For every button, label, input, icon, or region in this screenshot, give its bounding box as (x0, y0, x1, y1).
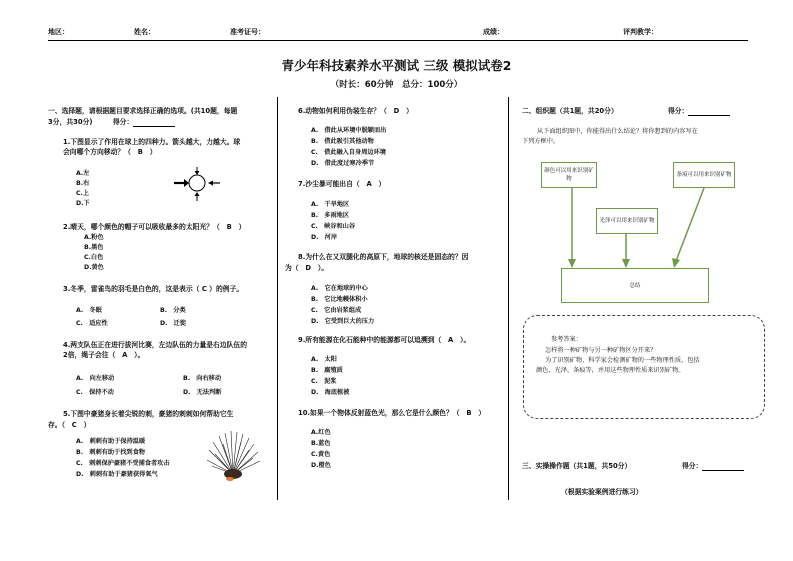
q1-text: 1.下图显示了作用在球上的四种力。箭头越大，力越大。球 (63, 138, 241, 146)
organizer-summary-box[interactable]: 总结 (561, 268, 709, 303)
q5-text: 5.下图中豪猪身长着尖锐的刺，豪猪的刺刺如何帮助它生 (63, 410, 234, 418)
section2-heading: 二、组织题（共1题，共20分） (522, 107, 618, 115)
header-divider (48, 40, 748, 41)
q1-text-2: 会向哪个方向移动？（ B ） (63, 148, 157, 156)
q2-option: D.黄色 (84, 264, 104, 271)
q1-option: C.上 (76, 190, 90, 197)
q4-text-2: 2倍，绳子会往（ A ）。 (63, 351, 145, 359)
section1-score-blank[interactable] (133, 120, 175, 127)
page-subtitle: （时长：60分钟 总分：100分） (330, 80, 463, 90)
q6-option: D. 借此度过寒冷季节 (311, 160, 375, 167)
q5-option: D. 刺刺有助于豪猪获得氧气 (76, 471, 158, 478)
ball-circle (189, 175, 205, 191)
score-label: 成绩： (483, 28, 504, 36)
q8-option: C. 它由岩浆组成 (311, 307, 362, 314)
q8-option: A. 它在地球的中心 (311, 285, 368, 292)
force-arrowhead-right (184, 179, 189, 187)
q9-option: C. 泥浆 (311, 378, 337, 385)
q1-option: A.左 (76, 170, 90, 177)
section2-score: 得分： (668, 107, 730, 116)
q3-option: C. 适应性 (76, 320, 108, 327)
q1-option: B.右 (76, 180, 90, 187)
q4-text: 4.两支队伍正在进行拔河比赛，左边队伍的力量是右边队伍的 (63, 341, 248, 349)
name-label: 姓名： (134, 28, 155, 36)
q10-option: B.蓝色 (311, 440, 331, 447)
page-title: 青少年科技素养水平测试 三级 模拟试卷2 (281, 58, 512, 73)
q7-option: A. 干旱地区 (311, 201, 350, 208)
q8-option: D. 它受到巨大的压力 (311, 318, 375, 325)
q2-option: B.黑色 (84, 244, 104, 251)
answer-line: 颜色、光泽、条痕等，并用这些物理性质来识别矿物。 (536, 367, 685, 374)
q10-option: A.红色 (311, 429, 331, 436)
q6-option: B. 借此吸引其他动物 (311, 138, 374, 145)
organizer-box-streak: 条痕可以用来识别矿物 (673, 162, 735, 188)
section2-prompt: 从下面组织图中，你能得出什么结论？将你想到的内容写在 (537, 128, 698, 135)
region-label: 地区： (48, 28, 69, 36)
column-divider-1 (277, 97, 278, 500)
q9-option: B. 腐殖质 (311, 367, 343, 374)
q6-option: A. 借此从环境中脱颖而出 (311, 127, 387, 134)
answer-title: 参考答案： (551, 336, 582, 343)
ticket-label: 准考证号： (230, 28, 265, 36)
q7-option: B. 多雨地区 (311, 212, 350, 219)
q7-option: C. 峡谷和山谷 (311, 223, 356, 230)
section2-score-blank[interactable] (688, 109, 730, 116)
force-arrowhead-up (195, 192, 200, 196)
answer-line: 为了识别矿物，科学家会检测矿物的一些物理性质，包括 (545, 357, 700, 364)
q2-text: 2.晴天，哪个颜色的帽子可以吸收最多的太阳光？（ B ） (63, 223, 246, 231)
q5-text-2: 存。（ C ） (48, 421, 91, 429)
q6-option: C. 借此融入自身周边环境 (311, 149, 386, 156)
q8-option: B. 它比地幔体积小 (311, 296, 368, 303)
section3-score: 得分： (682, 462, 744, 471)
organizer-box-color: 颜色可以用来识别矿物 (541, 162, 597, 188)
q8-text: 8.为什么在又双腿化的高原下，地球的核还是固态的？因 (298, 253, 469, 261)
organizer-box-luster: 光泽可以用来识别矿物 (596, 208, 658, 234)
force-arrowhead-left (208, 181, 213, 186)
exam-header (48, 27, 748, 41)
q2-option: A.粉色 (84, 234, 104, 241)
q10-text: 10.如果一个物体反射蓝色光，那么它是什么颜色？（ B ） (298, 409, 486, 417)
q3-option: D. 迁徙 (160, 320, 187, 327)
q7-text: 7.沙尘暴可能出自（ A ） (298, 180, 386, 188)
section1-heading-2: 3分，共30分) 得分： (48, 118, 175, 127)
q6-text: 6.动物如何利用伪装生存？（ D ） (298, 107, 413, 115)
q7-option: D. 河岸 (311, 234, 338, 241)
q9-option: A. 太阳 (311, 356, 337, 363)
porcupine-image (203, 430, 263, 482)
section2-prompt-2: 下列方框中。 (522, 138, 560, 145)
grader-label: 评判教学： (623, 28, 658, 36)
section1-heading: 一、选择题，请根据题目要求选择正确的选项。(共10题，每题 (48, 107, 238, 115)
q2-option: C.白色 (84, 254, 104, 261)
q9-option: D. 海底植被 (311, 389, 350, 396)
organizer-arrows (540, 185, 740, 271)
q4-option: A. 向左移动 (76, 375, 115, 382)
q3-option: A. 冬眠 (76, 307, 102, 314)
force-arrowhead-down (195, 171, 200, 175)
q10-option: C.黄色 (311, 451, 331, 458)
q10-option: D.橙色 (311, 462, 331, 469)
section3-score-blank[interactable] (702, 464, 744, 471)
q4-option: B. 向右移动 (183, 375, 222, 382)
q5-option: C. 刺刺保护豪猪不受捕食者攻击 (76, 460, 170, 467)
section3-heading: 三、实操操作题（共1题，共50分） (522, 462, 632, 470)
section3-note: （根据实验案例进行练习） (561, 488, 643, 496)
q4-option: D. 无法判断 (183, 389, 222, 396)
column-divider-2 (508, 97, 509, 500)
q4-option: C. 保持不动 (76, 389, 114, 396)
q5-option: B. 刺刺有助于找到食物 (76, 449, 145, 456)
q9-text: 9.所有能源在化石能种中的能源都可以追溯到（ A ）。 (298, 336, 471, 344)
q1-option: D.下 (76, 200, 90, 207)
q5-option: A. 刺刺有助于保持温暖 (76, 438, 146, 445)
q8-text-2: 为（ D ）。 (285, 264, 329, 272)
answer-line: 怎样将一种矿物与另一种矿物区分开来？ (545, 347, 657, 354)
q3-option: B. 分类 (160, 307, 186, 314)
q3-text: 3.冬季，雷雀鸟的羽毛是白色的，这是表示（ C ）的例子。 (63, 285, 244, 293)
force-diagram (172, 165, 222, 203)
